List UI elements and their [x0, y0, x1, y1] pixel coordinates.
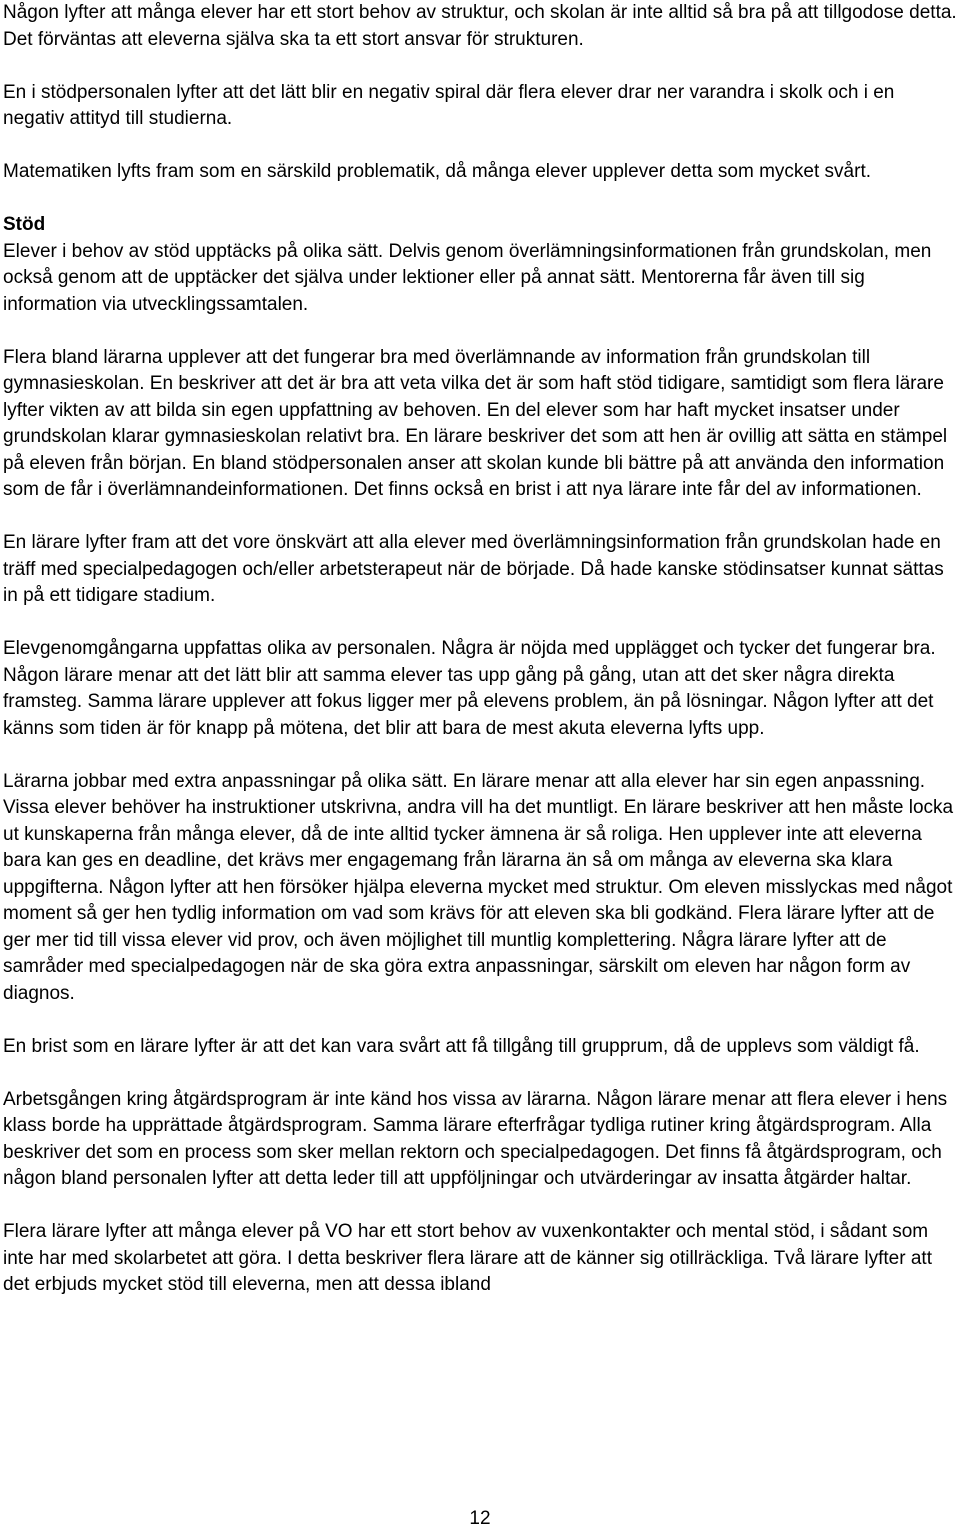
paragraph-student-reviews: Elevgenomgångarna uppfattas olika av personalen. Några är nöjda med upplägget och tycker det fungerar bra. Någon lärare menar att det lätt blir att samma elever tas upp gång på gång, utan att det sker några direkta framsteg. Samma lärare upplever att fokus ligger mer på elevens problem, än på lösningar. Någon lyfter att det känns som tiden är för knapp på mötena, det blir att bara de mest akuta eleverna lyfts upp.: [3, 638, 936, 739]
document-body: [3, 0, 960, 1325]
page-number: 12: [469, 1508, 491, 1529]
paragraph-action-programs: Arbetsgången kring åtgärdsprogram är inte känd hos vissa av lärarna. Någon lärare menar att flera elever i hens klass borde ha upprättade åtgärdsprogram. Samma lärare efterfrågar tydliga rutiner kring åtgärdsprogram. Alla beskriver det som en process som sker mellan rektorn och specialpedagogen. Det finns få åtgärdsprogram, och någon bland personalen lyfter att detta leder till att uppföljningar och utvärderingar av insatta åtgärder haltar.: [3, 1088, 948, 1189]
paragraph-special-educator-meeting: En lärare lyfter fram att det vore önskvärt att alla elever med överlämningsinformation från grundskolan hade en träff med specialpedagogen och/eller arbetsterapeut när de började. Då hade kanske stödinsatser kunnat sättas in på ett tidigare stadium.: [3, 532, 944, 606]
paragraph-group-rooms: En brist som en lärare lyfter är att det kan vara svårt att få tillgång till grupprum, då de upplevs som väldigt få.: [3, 1035, 920, 1057]
paragraph-structure: Någon lyfter att många elever har ett stort behov av struktur, och skolan är inte alltid så bra på att tillgodose detta. Det förväntas att eleverna själva ska ta ett stort ansvar för strukturen.: [3, 2, 957, 50]
paragraph-handover-information: Flera bland lärarna upplever att det fungerar bra med överlämnande av information från grundskolan till gymnasieskolan. En beskriver att det är bra att veta vilka det är som haft stöd tidigare, samtidigt som flera lärare lyfter vikten av att bilda sin egen uppfattning av behoven. En del elever som har haft mycket insatser under grundskolan klarar gymnasieskolan relativt bra. En lärare beskriver det som att hen är ovillig att sätta en stämpel på eleven från början. En bland stödpersonalen anser att skolan kunde bli bättre på att använda den information som de får i överlämnandeinformationen. Det finns också en brist i att nya lärare inte får del av informationen.: [3, 346, 948, 500]
paragraph-extra-adaptations: Lärarna jobbar med extra anpassningar på olika sätt. En lärare menar att alla elever har sin egen anpassning. Vissa elever behöver ha instruktioner utskrivna, andra vill ha det muntligt. En lärare beskriver att hen måste locka ut kunskaperna från många elever, då de inte alltid tycker ämnena är så roliga. Hen upplever inte att eleverna bara kan ges en deadline, det krävs mer engagemang från lärarna än så om många av eleverna ska klara uppgifterna. Någon lyfter att hen försöker hjälpa eleverna mycket med struktur. Om eleven misslyckas med något moment så ger hen tydlig information om vad som krävs för att eleven ska bli godkänd. Flera lärare lyfter att de ger mer tid till vissa elever vid prov, och även möjlighet till muntlig komplettering. Några lärare lyfter att de samråder med specialpedagogen när de ska göra extra anpassningar, särskilt om eleven har någon form av diagnos.: [3, 770, 954, 1004]
paragraph-mathematics: Matematiken lyfts fram som en särskild problematik, då många elever upplever detta som mycket svårt.: [3, 161, 872, 182]
section-heading-stod: Stöd: [3, 214, 46, 235]
paragraph-negative-spiral: En i stödpersonalen lyfter att det lätt blir en negativ spiral där flera elever drar ner varandra i skolk och i en negativ attityd till studierna.: [3, 81, 895, 129]
paragraph-adult-contacts: Flera lärare lyfter att många elever på VO har ett stort behov av vuxenkontakter och mental stöd, i sådant som inte har med skolarbetet att göra. I detta beskriver flera lärare att de känner sig otillräckliga. Två lärare lyfter att det erbjuds mycket stöd till eleverna, men att dessa ibland: [3, 1221, 932, 1295]
paragraph-identification: Elever i behov av stöd upptäcks på olika sätt. Delvis genom överlämningsinformationen från grundskolan, men också genom att de upptäcker det själva under lektioner eller på annat sätt. Mentorerna får även till sig information via utvecklingssamtalen.: [3, 240, 932, 315]
